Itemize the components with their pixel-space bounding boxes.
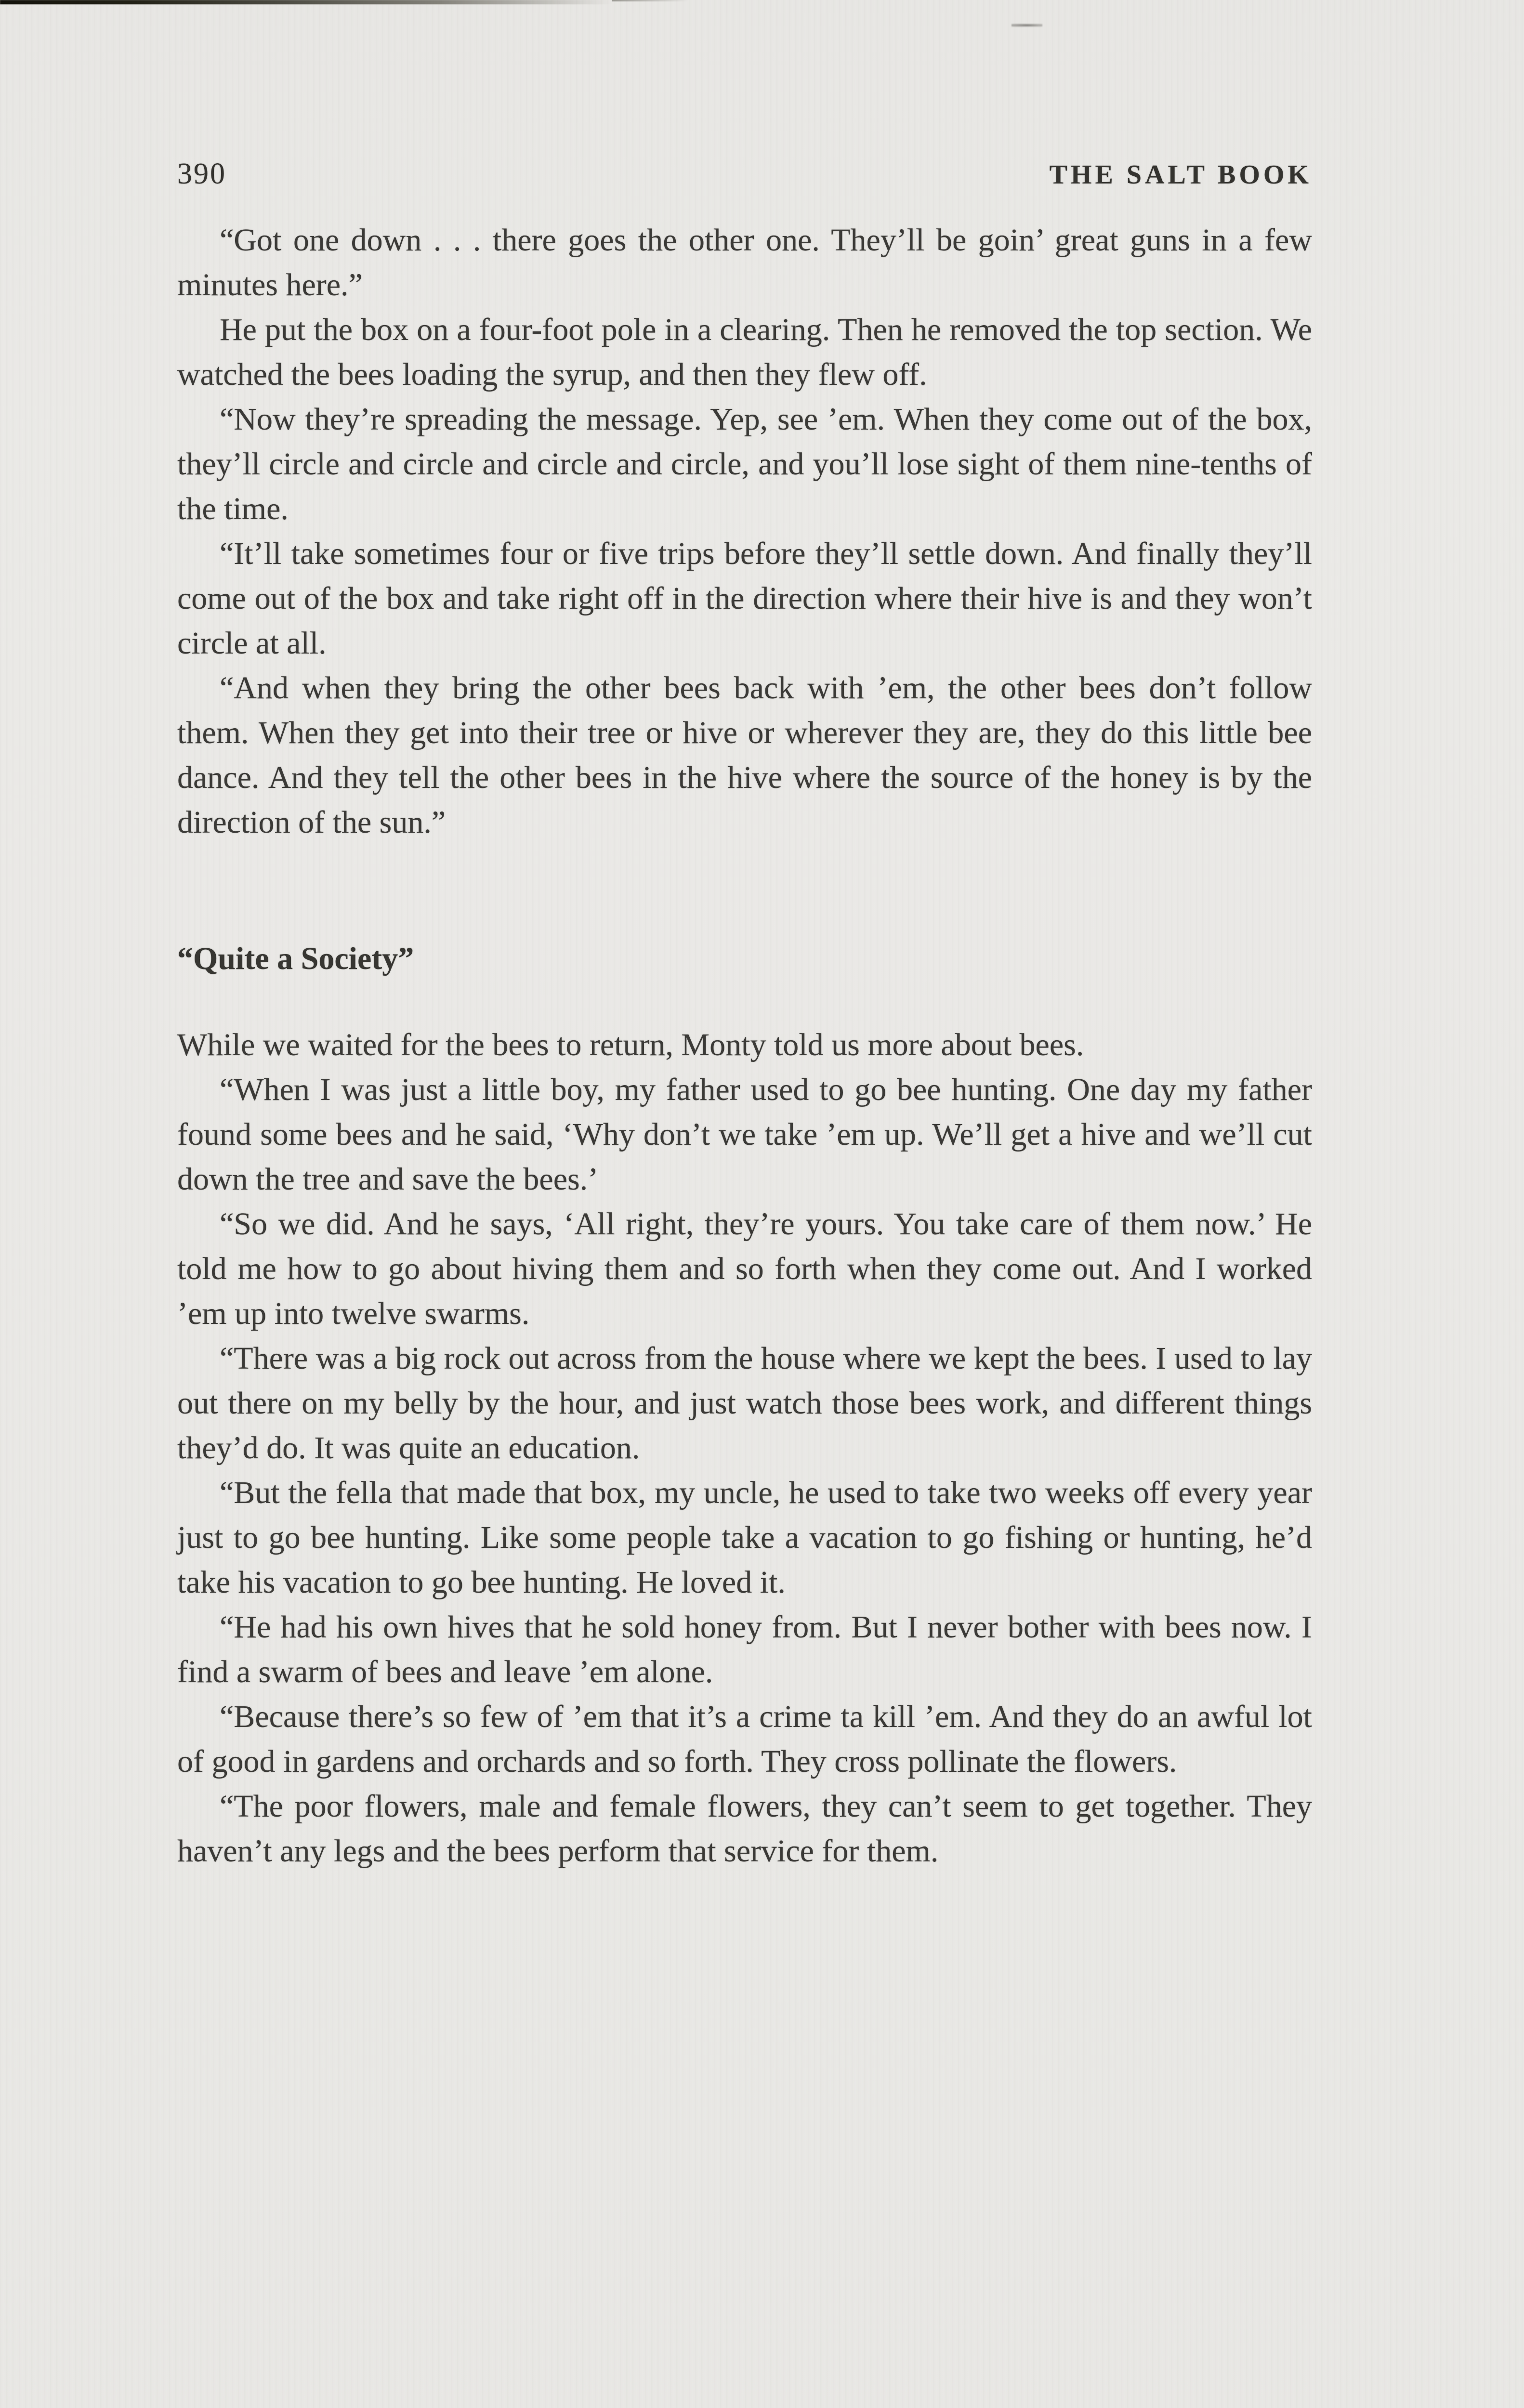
paragraph: “Got one down . . . there goes the other one. They’ll be goin’ great guns in a few minutes here.” bbox=[177, 222, 1312, 302]
section-heading: “Quite a Society” bbox=[177, 941, 414, 976]
page-body bbox=[177, 218, 1312, 1873]
paragraph: “Now they’re spreading the message. Yep, see ’em. When they come out of the box, they’ll circle and circle and circle and circle, and you’ll lose sight of them nine-tenths of the time. bbox=[177, 402, 1312, 526]
paragraph: While we waited for the bees to return, Monty told us more about bees. bbox=[177, 1027, 1084, 1062]
paragraph: “It’ll take sometimes four or five trips before they’ll settle down. And finally they’ll come out of the box and take right off in the direction where their hive is and they won’t circle at all. bbox=[177, 536, 1312, 661]
scan-edge-artifact bbox=[0, 0, 612, 4]
running-title: THE SALT BOOK bbox=[1049, 160, 1312, 190]
paragraph: “And when they bring the other bees back with ’em, the other bees don’t follow them. When they get into their tree or hive or wherever they are, they do this little bee dance. And they tell the other bees in the hive where the source of the honey is by the direction of the sun.” bbox=[177, 670, 1312, 840]
paragraph: “But the fella that made that box, my uncle, he used to take two weeks off every year just to go bee hunting. Like some people take a vacation to go fishing or hunting, he’d take his vacation to go bee hunting. He loved it. bbox=[177, 1475, 1312, 1600]
running-head bbox=[177, 157, 1312, 191]
scan-edge-artifact-fade bbox=[612, 0, 689, 1]
paragraph: “When I was just a little boy, my father used to go bee hunting. One day my father found some bees and he said, ‘Why don’t we take ’em up. We’ll get a hive and we’ll cut down the tree and save the bees.’ bbox=[177, 1072, 1312, 1197]
paragraph: “Because there’s so few of ’em that it’s a crime ta kill ’em. And they do an awful lot of good in gardens and orchards and so forth. They cross pollinate the flowers. bbox=[177, 1699, 1312, 1779]
page-number: 390 bbox=[177, 157, 226, 190]
scan-smudge-artifact bbox=[1012, 23, 1042, 27]
paragraph: “So we did. And he says, ‘All right, they’re yours. You take care of them now.’ He told me how to go about hiving them and so forth when they come out. And I worked ’em up into twelve swarms. bbox=[177, 1206, 1312, 1331]
paragraph: “He had his own hives that he sold honey from. But I never bother with bees now. I find a swarm of bees and leave ’em alone. bbox=[177, 1610, 1312, 1689]
paragraph: “There was a big rock out across from the house where we kept the bees. I used to lay out there on my belly by the hour, and just watch those bees work, and different things they’d do. It was quite an education. bbox=[177, 1341, 1312, 1466]
paragraph: “The poor flowers, male and female flowers, they can’t seem to get together. They haven’t any legs and the bees perform that service for them. bbox=[177, 1789, 1312, 1869]
paragraph: He put the box on a four-foot pole in a clearing. Then he removed the top section. We watched the bees loading the syrup, and then they flew off. bbox=[177, 312, 1312, 392]
